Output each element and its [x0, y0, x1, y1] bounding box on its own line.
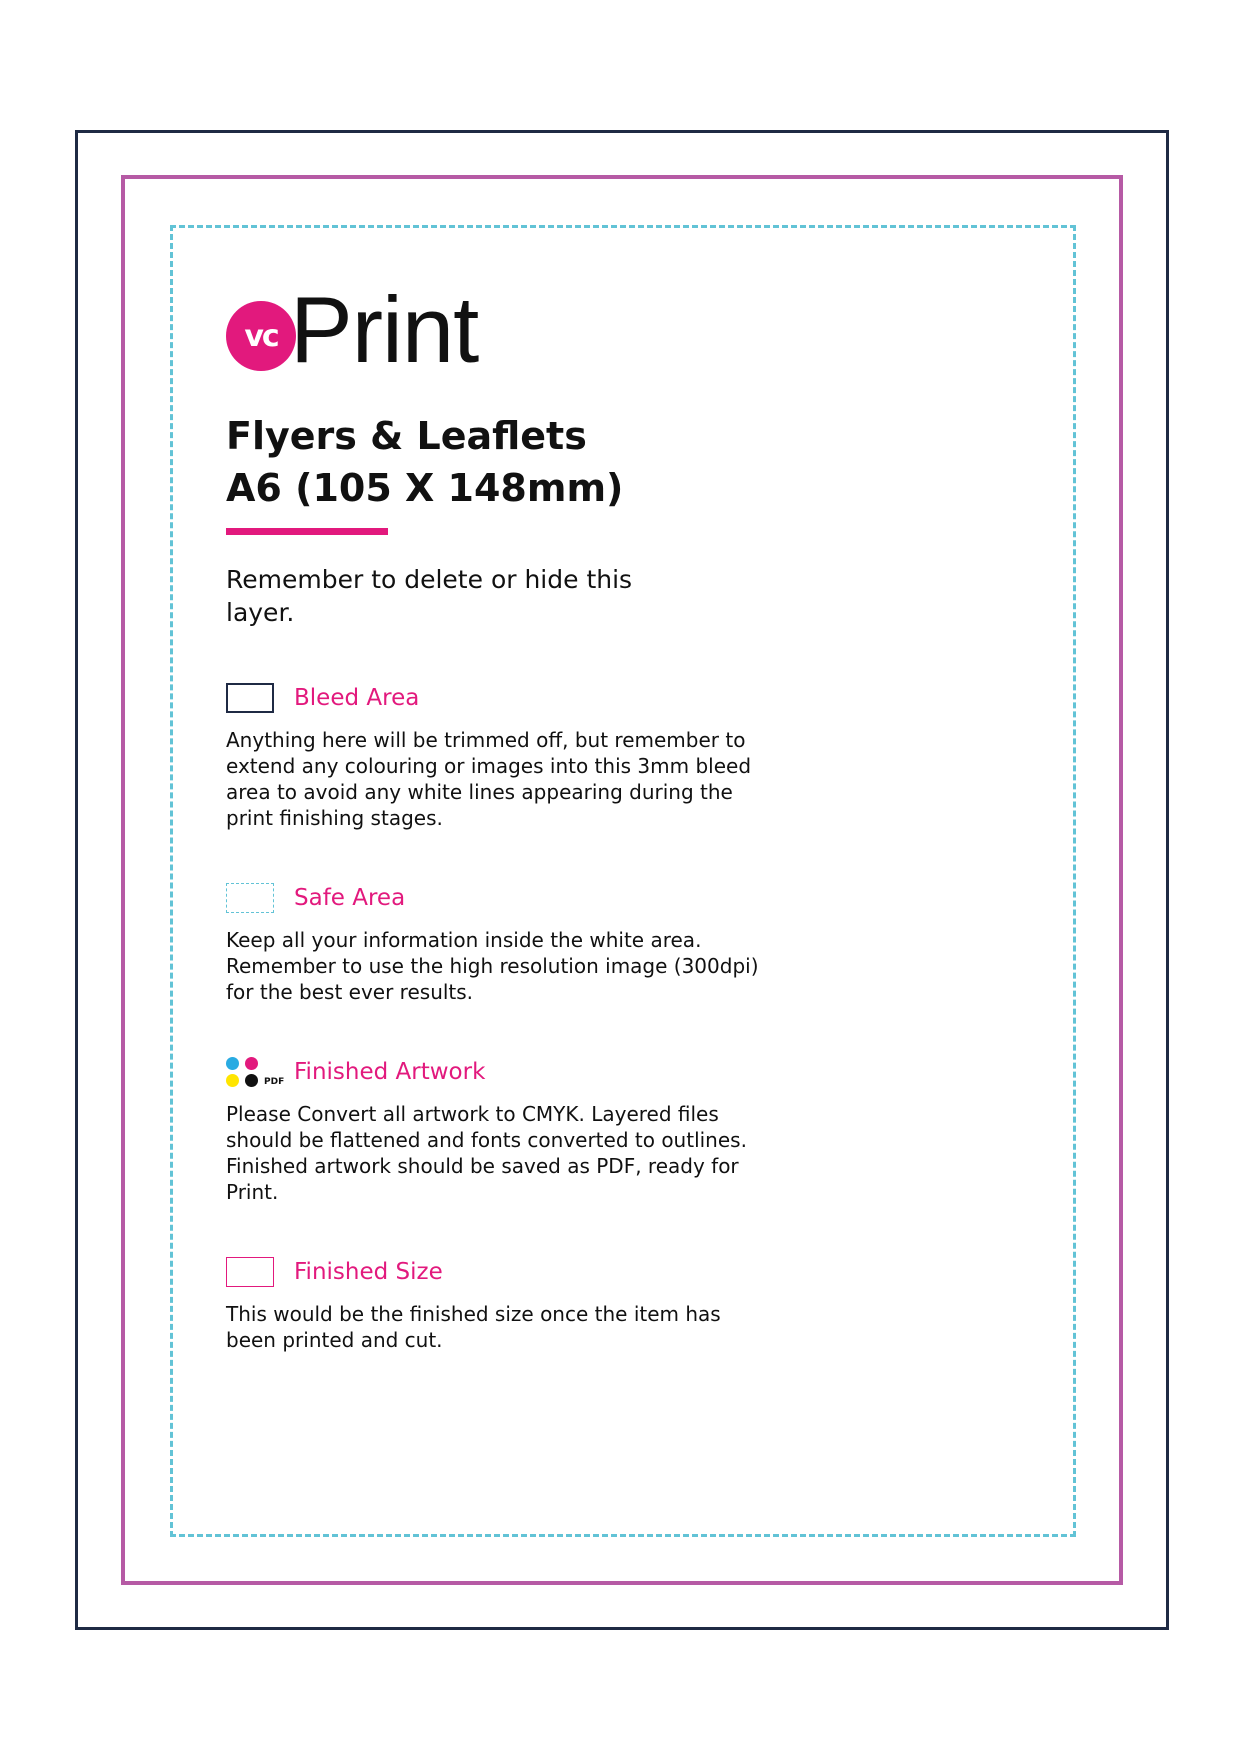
finished-size-section: [226, 1255, 846, 1353]
vcprint-logo: [226, 277, 846, 382]
safe-area-section: [226, 881, 846, 1005]
pdf-label: PDF: [264, 1077, 285, 1087]
cmyk-pdf-icon: [226, 1055, 285, 1089]
yellow-dot-icon: [226, 1074, 239, 1087]
section-title: Finished Size: [294, 1259, 443, 1285]
section-title: Finished Artwork: [294, 1059, 486, 1085]
section-body: Anything here will be trimmed off, but remember to extend any colouring or images into this 3mm bleed area to avoid any white lines appearing during the print finishing stages.: [226, 728, 752, 830]
finished-swatch-icon: [226, 1257, 274, 1287]
section-body: Keep all your information inside the white area. Remember to use the high resolution image (300dpi) for the best ever results.: [226, 928, 759, 1004]
logo-wordmark: Print: [290, 277, 479, 382]
bleed-area-section: [226, 681, 846, 831]
safe-swatch-icon: [226, 883, 274, 913]
section-body: This would be the finished size once the item has been printed and cut.: [226, 1302, 721, 1352]
page-title: [226, 410, 846, 514]
bleed-swatch-icon: [226, 683, 274, 713]
finished-artwork-section: [226, 1055, 846, 1205]
cyan-dot-icon: [226, 1057, 239, 1070]
magenta-dot-icon: [245, 1057, 258, 1070]
section-title: Bleed Area: [294, 685, 420, 711]
section-body: Please Convert all artwork to CMYK. Layered files should be flattened and fonts converted to outlines. Finished artwork should be saved as PDF, ready for Print.: [226, 1102, 747, 1204]
black-dot-icon: [245, 1074, 258, 1087]
title-product: Flyers & Leaflets: [226, 414, 587, 458]
title-underline: [226, 528, 388, 535]
template-guide: [226, 277, 846, 1353]
layer-reminder: Remember to delete or hide this layer.: [226, 565, 633, 627]
logo-mark: vc: [226, 301, 296, 371]
section-title: Safe Area: [294, 885, 406, 911]
title-size: A6 (105 X 148mm): [226, 466, 624, 510]
